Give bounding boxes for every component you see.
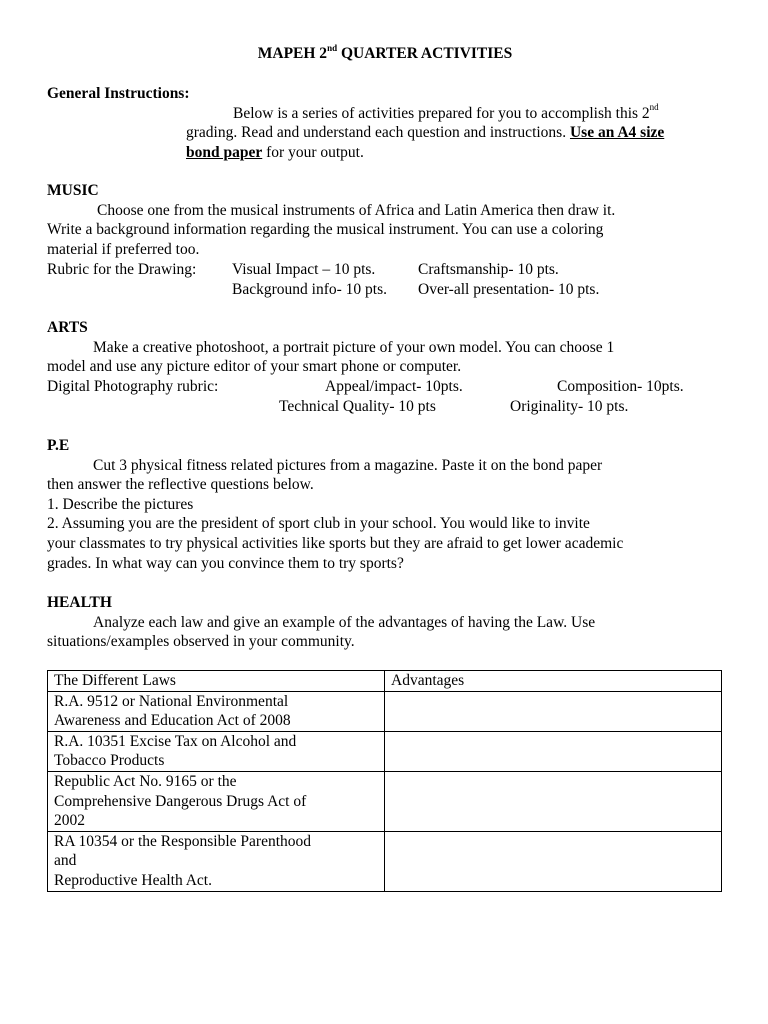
music-heading: MUSIC	[47, 182, 99, 199]
advantage-cell[interactable]	[385, 831, 722, 891]
law-text: R.A. 9512 or National Environmental	[54, 692, 289, 710]
laws-table	[47, 670, 722, 892]
general-instructions	[47, 84, 723, 162]
general-line-3-text: for your output.	[262, 143, 364, 161]
law-text: R.A. 10351 Excise Tax on Alcohol and	[54, 732, 297, 750]
law-text: RA 10354 or the Responsible Parenthood	[54, 832, 312, 850]
music-rubric-overall: Over-all presentation- 10 pts.	[418, 281, 600, 298]
a4-paper-emphasis: Use an A4 size	[569, 124, 665, 142]
general-line-1-text: Below is a series of activities prepared for you to accomplish this 2	[233, 104, 650, 122]
pe-line-2: then answer the reflective questions below.	[47, 476, 314, 494]
arts-rubric-composition: Composition- 10pts.	[557, 378, 684, 395]
pe-section	[47, 436, 723, 573]
arts-rubric-originality: Originality- 10 pts.	[510, 398, 629, 415]
law-text: Comprehensive Dangerous Drugs Act of	[54, 792, 307, 810]
law-text: and	[54, 852, 77, 870]
arts-rubric-label: Digital Photography rubric:	[47, 378, 219, 395]
law-text: 2002	[54, 812, 85, 830]
table-header-row	[48, 671, 722, 692]
table-row	[48, 771, 722, 831]
music-rubric-label: Rubric for the Drawing:	[47, 261, 197, 278]
music-section	[47, 181, 723, 259]
general-line-2-text: grading. Read and understand each question and instructions.	[186, 124, 570, 142]
law-cell	[48, 771, 385, 831]
arts-line-1: Make a creative photoshoot, a portrait picture of your own model. You can choose 1	[93, 338, 615, 356]
table-row	[48, 731, 722, 771]
pe-question-1: 1. Describe the pictures	[47, 495, 194, 513]
law-cell	[48, 731, 385, 771]
general-line-2	[47, 123, 723, 143]
bond-paper-emphasis: bond paper	[186, 143, 263, 161]
law-cell	[48, 831, 385, 891]
health-heading: HEALTH	[47, 594, 112, 611]
health-section	[47, 593, 723, 652]
pe-question-2-line-3: grades. In what way can you convince them to try sports?	[47, 554, 404, 572]
pe-question-2-line-2: your classmates to try physical activities like sports but they are afraid to get lower academic	[47, 534, 624, 552]
law-text: Republic Act No. 9165 or the	[54, 772, 237, 790]
advantage-cell[interactable]	[385, 771, 722, 831]
advantage-cell[interactable]	[385, 731, 722, 771]
law-cell	[48, 691, 385, 731]
law-text: Tobacco Products	[54, 752, 165, 770]
arts-rubric-technical: Technical Quality- 10 pts	[279, 398, 436, 415]
pe-heading: P.E	[47, 437, 70, 454]
arts-heading: ARTS	[47, 319, 88, 336]
table-row	[48, 691, 722, 731]
table-row	[48, 831, 722, 891]
general-line-1	[47, 104, 723, 124]
music-rubric-visual: Visual Impact – 10 pts.	[232, 261, 376, 278]
arts-rubric-appeal: Appeal/impact- 10pts.	[325, 378, 463, 395]
title-main: MAPEH 2	[257, 45, 328, 62]
music-rubric-craft: Craftsmanship- 10 pts.	[418, 261, 559, 278]
title-sup: nd	[327, 42, 338, 53]
music-line-3: material if preferred too.	[47, 240, 200, 258]
music-line-2: Write a background information regarding the musical instrument. You can use a coloring	[47, 221, 604, 239]
general-line-3	[47, 143, 723, 163]
advantage-cell[interactable]	[385, 691, 722, 731]
health-line-2: situations/examples observed in your community.	[47, 633, 355, 651]
page-title	[47, 44, 723, 64]
header-advantages: Advantages	[385, 671, 722, 692]
general-line-1-sup: nd	[649, 102, 659, 113]
music-rubric-background: Background info- 10 pts.	[232, 281, 387, 298]
arts-section	[47, 318, 723, 377]
arts-line-2: model and use any picture editor of your smart phone or computer.	[47, 358, 462, 376]
law-text: Reproductive Health Act.	[54, 871, 212, 889]
music-line-1: Choose one from the musical instruments of Africa and Latin America then draw it.	[97, 201, 616, 219]
pe-line-1: Cut 3 physical fitness related pictures from a magazine. Paste it on the bond paper	[93, 456, 603, 474]
law-text: Awareness and Education Act of 2008	[54, 712, 291, 730]
header-laws: The Different Laws	[48, 671, 385, 692]
pe-question-2-line-1: 2. Assuming you are the president of sport club in your school. You would like to invite	[47, 515, 590, 533]
health-line-1: Analyze each law and give an example of the advantages of having the Law. Use	[93, 613, 596, 631]
title-rest: QUARTER ACTIVITIES	[337, 45, 513, 62]
general-heading: General Instructions:	[47, 85, 190, 102]
